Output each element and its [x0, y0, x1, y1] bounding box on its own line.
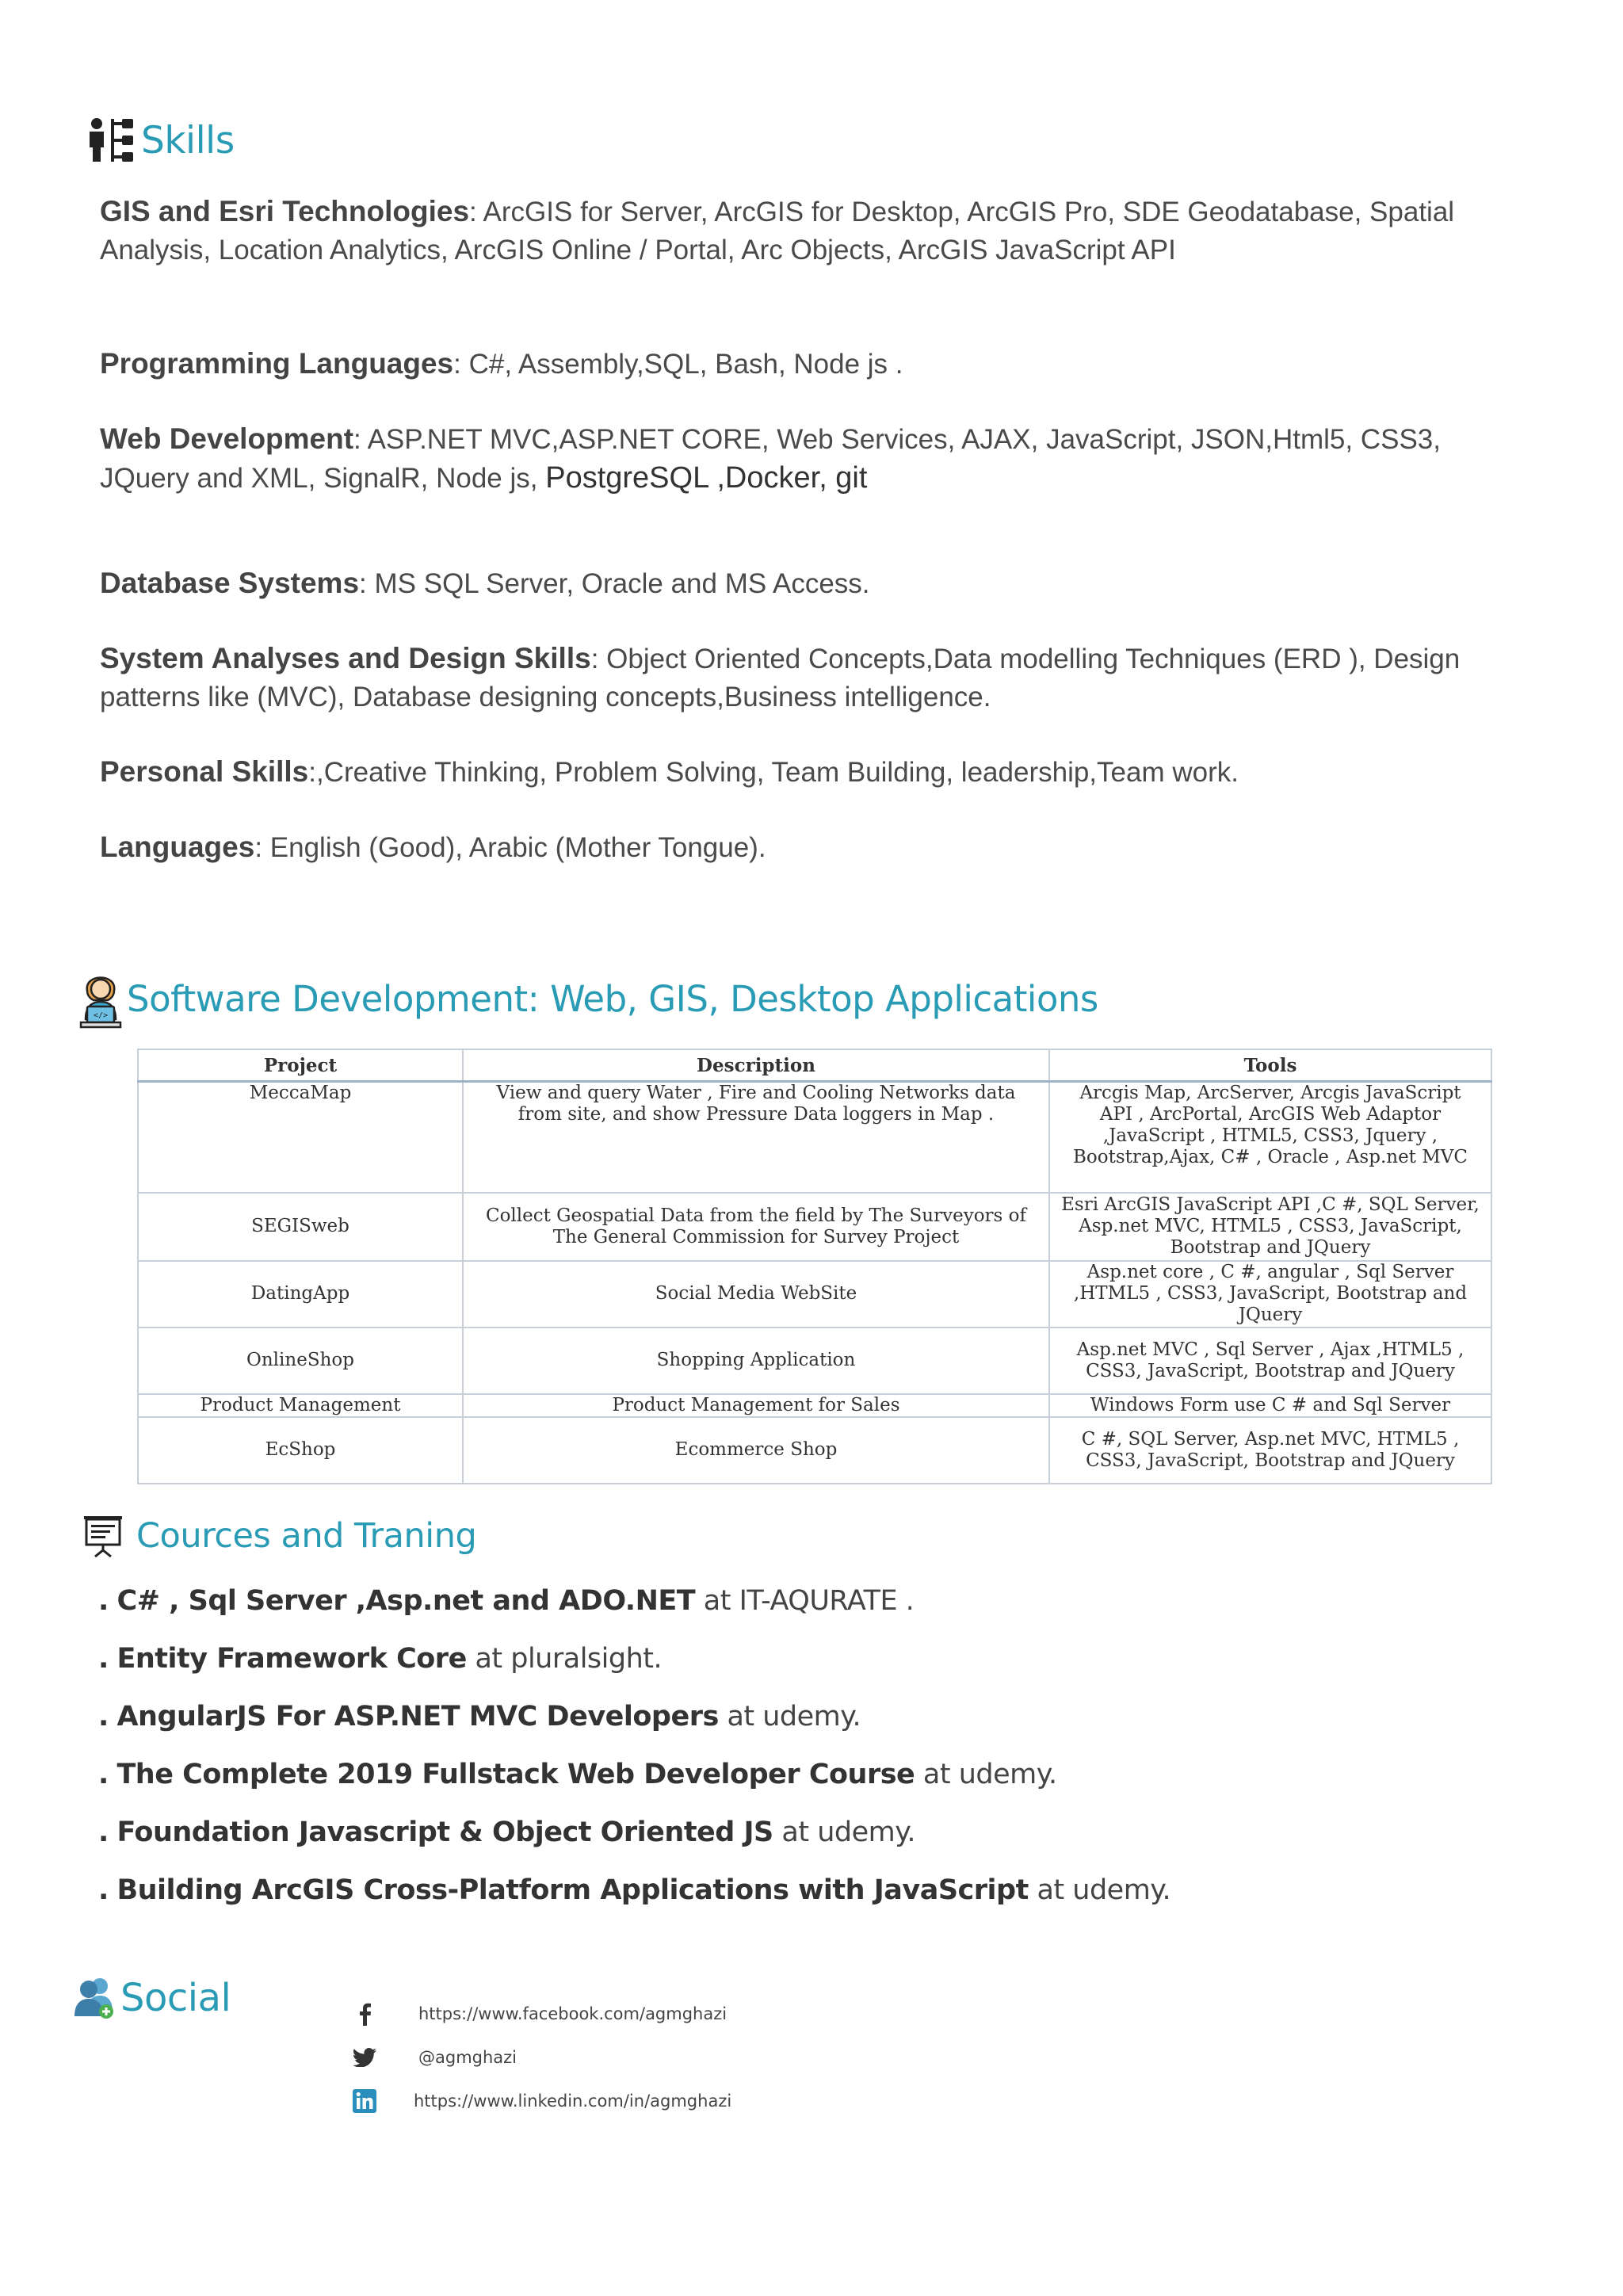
column-header: Tools	[1049, 1049, 1491, 1082]
course-provider: at IT-AQURATE .	[695, 1585, 915, 1617]
skills-icon	[87, 117, 136, 163]
course-provider: at udemy.	[915, 1759, 1057, 1790]
bullet: .	[98, 1701, 109, 1733]
skill-label: Languages	[100, 831, 255, 863]
social-title: Social	[120, 1976, 231, 2020]
facebook-link[interactable]: https://www.facebook.com/agmghazi	[418, 2004, 727, 2023]
skill-label: Database Systems	[100, 567, 360, 599]
description-cell: Shopping Application	[463, 1328, 1049, 1394]
table-row	[138, 1328, 1491, 1394]
course-item	[98, 1759, 1057, 1790]
skills-heading	[87, 117, 235, 163]
skill-text: : MS SQL Server, Oracle and MS Access.	[359, 568, 870, 599]
developer-icon	[79, 967, 122, 1030]
skill-label: Programming Languages	[100, 347, 454, 380]
skill-text: :,Creative Thinking, Problem Solving, Team Building, leadership,Team work.	[308, 757, 1239, 788]
social-user-icon	[73, 1975, 119, 2021]
linkedin-icon	[349, 2089, 380, 2113]
software-title: Software Development: Web, GIS, Desktop Applications	[127, 977, 1098, 1020]
tools-cell: Asp.net MVC , Sql Server , Ajax ,HTML5 , CSS3, JavaScript, Bootstrap and JQuery	[1049, 1328, 1491, 1394]
table-row	[138, 1394, 1491, 1417]
course-item	[98, 1701, 861, 1733]
skill-web	[100, 420, 1510, 498]
description-cell: Product Management for Sales	[463, 1394, 1049, 1417]
course-provider: at udemy.	[718, 1701, 861, 1733]
tools-cell: Asp.net core , C #, angular , Sql Server ,HTML5 , CSS3, JavaScript, Bootstrap and JQuery	[1049, 1261, 1491, 1328]
description-cell: Collect Geospatial Data from the field by The Surveyors of The General Commission for Survey Project	[463, 1193, 1049, 1261]
skill-text: : Object Oriented Concepts,Data modelling Techniques (ERD ), Design patterns like (MVC), Database designing concepts,Business intelligence.	[100, 644, 1461, 712]
skill-database	[100, 564, 1510, 603]
tools-cell: Arcgis Map, ArcServer, Arcgis JavaScript API , ArcPortal, ArcGIS Web Adaptor ,JavaScript , HTML5, CSS3, Jquery , Bootstrap,Ajax, C# , Oracle , Asp.net MVC	[1049, 1082, 1491, 1193]
course-name: AngularJS For ASP.NET MVC Developers	[116, 1701, 719, 1733]
column-header: Description	[463, 1049, 1049, 1082]
bullet: .	[98, 1643, 109, 1675]
svg-text:</>: </>	[93, 1011, 109, 1020]
social-facebook[interactable]	[349, 2002, 727, 2026]
project-cell: DatingApp	[138, 1261, 463, 1328]
course-name: C# , Sql Server ,Asp.net and ADO.NET	[116, 1585, 696, 1617]
project-cell: SEGISweb	[138, 1193, 463, 1261]
course-item	[98, 1585, 914, 1617]
skill-label: Web Development	[100, 422, 354, 455]
tools-cell: C #, SQL Server, Asp.net MVC, HTML5 , CSS3, JavaScript, Bootstrap and JQuery	[1049, 1417, 1491, 1484]
skill-text: : ArcGIS for Server, ArcGIS for Desktop, ArcGIS Pro, SDE Geodatabase, Spatial Analysis, Location Analytics, ArcGIS Online / Portal, Arc Objects, ArcGIS JavaScript API	[100, 197, 1455, 266]
table-row	[138, 1261, 1491, 1328]
presentation-board-icon	[82, 1514, 124, 1558]
skill-text: : English (Good), Arabic (Mother Tongue).	[254, 832, 766, 863]
skill-programming	[100, 345, 1510, 384]
skill-label: Personal Skills	[100, 755, 309, 788]
bullet: .	[98, 1874, 109, 1906]
course-item	[98, 1874, 1170, 1906]
course-name: Entity Framework Core	[116, 1643, 467, 1675]
courses-title: Cources and Traning	[136, 1516, 477, 1556]
description-cell: View and query Water , Fire and Cooling Networks data from site, and show Pressure Data loggers in Map .	[463, 1082, 1049, 1193]
course-name: Building ArcGIS Cross-Platform Applications with JavaScript	[116, 1874, 1029, 1906]
table-header-row	[138, 1049, 1491, 1082]
course-name: The Complete 2019 Fullstack Web Developer Course	[116, 1759, 915, 1790]
course-item	[98, 1817, 915, 1848]
skill-text: : C#, Assembly,SQL, Bash, Node js .	[453, 349, 903, 380]
twitter-icon	[349, 2048, 380, 2067]
course-provider: at udemy.	[1028, 1874, 1171, 1906]
course-name: Foundation Javascript & Object Oriented JS	[116, 1817, 773, 1848]
facebook-icon	[349, 2002, 380, 2026]
table-row	[138, 1417, 1491, 1484]
social-twitter[interactable]	[349, 2048, 517, 2067]
skills-title: Skills	[141, 118, 235, 162]
project-cell: MeccaMap	[138, 1082, 463, 1193]
course-provider: at udemy.	[773, 1817, 916, 1848]
tools-cell: Windows Form use C # and Sql Server	[1049, 1394, 1491, 1417]
skill-label: GIS and Esri Technologies	[100, 195, 470, 227]
twitter-handle[interactable]: @agmghazi	[418, 2048, 517, 2067]
tools-cell: Esri ArcGIS JavaScript API ,C #, SQL Server, Asp.net MVC, HTML5 , CSS3, JavaScript, Bootstrap and JQuery	[1049, 1193, 1491, 1261]
skill-gis	[100, 193, 1510, 269]
table-row	[138, 1193, 1491, 1261]
description-cell: Ecommerce Shop	[463, 1417, 1049, 1484]
course-item	[98, 1643, 662, 1675]
linkedin-link[interactable]: https://www.linkedin.com/in/agmghazi	[414, 2092, 732, 2111]
course-provider: at pluralsight.	[466, 1643, 663, 1675]
skill-languages	[100, 828, 1510, 867]
table-row	[138, 1082, 1491, 1193]
skill-analysis	[100, 640, 1510, 716]
description-cell: Social Media WebSite	[463, 1261, 1049, 1328]
courses-heading	[82, 1514, 476, 1558]
social-heading	[73, 1975, 231, 2021]
software-heading	[79, 967, 1098, 1030]
skill-personal	[100, 753, 1510, 792]
social-linkedin[interactable]	[349, 2089, 731, 2113]
bullet: .	[98, 1817, 109, 1848]
projects-table	[137, 1049, 1492, 1484]
column-header: Project	[138, 1049, 463, 1082]
project-cell: Product Management	[138, 1394, 463, 1417]
bullet: .	[98, 1759, 109, 1790]
skill-text: : ASP.NET MVC,ASP.NET CORE, Web Services, AJAX, JavaScript, JSON,Html5, CSS3, JQuery and XML, SignalR, Node js,	[100, 424, 1441, 494]
bullet: .	[98, 1585, 109, 1617]
skill-label: System Analyses and Design Skills	[100, 642, 591, 674]
skill-text-large: PostgreSQL ,Docker, git	[545, 461, 868, 495]
project-cell: EcShop	[138, 1417, 463, 1484]
project-cell: OnlineShop	[138, 1328, 463, 1394]
